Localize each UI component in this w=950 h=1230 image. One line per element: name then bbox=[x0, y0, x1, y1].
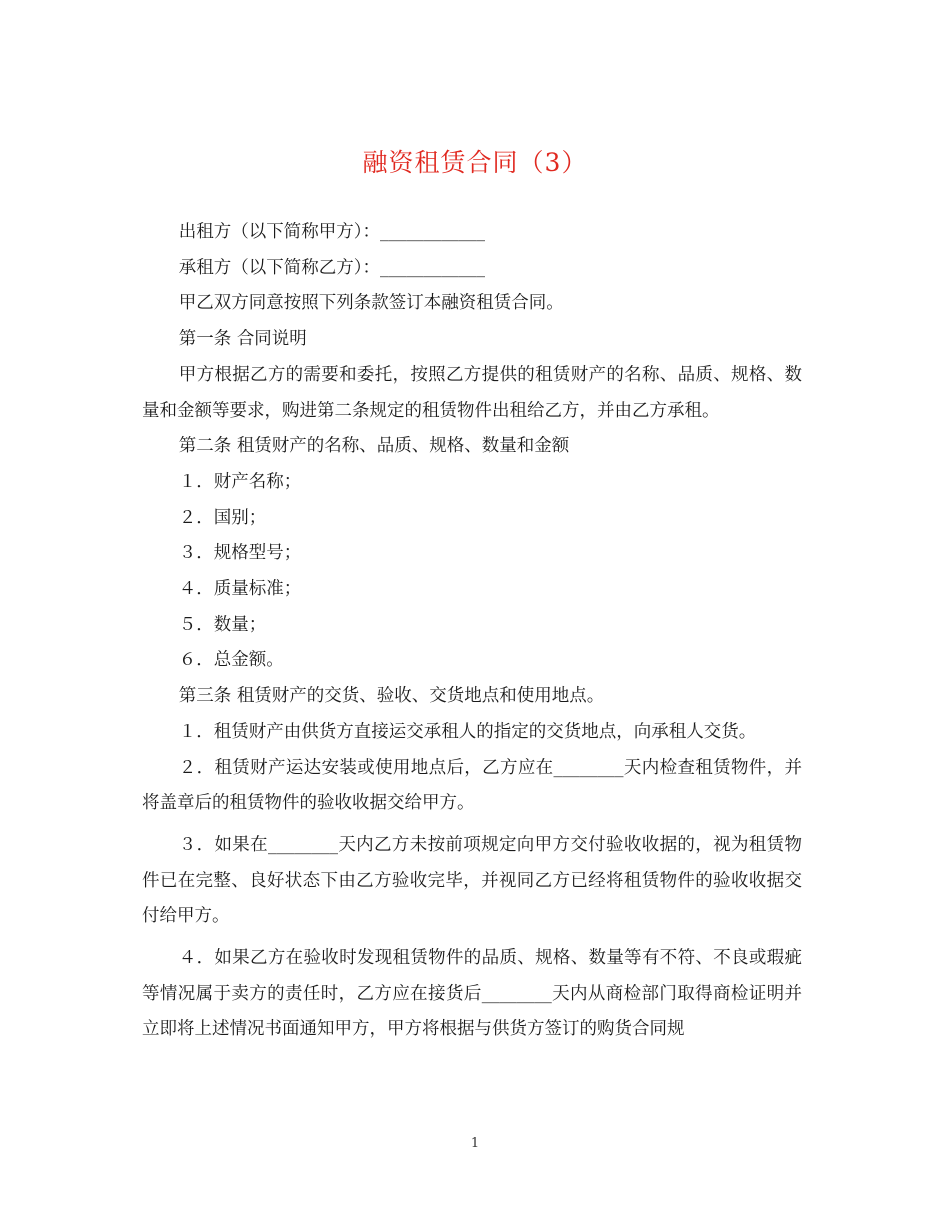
article-2-item: ３．规格型号； bbox=[178, 543, 302, 564]
agreement-intro: 甲乙双方同意按照下列条款签订本融资租赁合同。 bbox=[178, 293, 564, 314]
article-1-heading: 第一条 合同说明 bbox=[178, 329, 307, 350]
article-2-heading: 第二条 租赁财产的名称、品质、规格、数量和金额 bbox=[178, 436, 570, 457]
article-1-text: 甲方根据乙方的需要和委托，按照乙方提供的租赁财产的名称、品质、规格、数量和金额等要求，购进第二条规定的租赁物件出租给乙方，并由乙方承租。 bbox=[142, 364, 802, 421]
document-title: 融资租赁合同（3） bbox=[362, 148, 588, 177]
article-2-item: ２．国别； bbox=[178, 507, 267, 528]
lessee-line: 承租方（以下简称乙方）：____________ bbox=[178, 257, 485, 278]
page-number: 1 bbox=[470, 1136, 480, 1151]
article-3-clause: １．租赁财产由供货方直接运交承租人的指定的交货地点，向承租人交货。 bbox=[178, 721, 757, 742]
document-body bbox=[142, 215, 802, 1048]
article-2-item: ６．总金额。 bbox=[178, 650, 284, 671]
article-2-item: ４．质量标准； bbox=[178, 579, 302, 600]
lessor-line: 出租方（以下简称甲方）：____________ bbox=[178, 222, 485, 242]
article-3-clause: ２．租赁财产运达安装或使用地点后，乙方应在________天内检查租赁物件，并将盖章后的租赁物件的验收收据交给甲方。 bbox=[142, 757, 802, 814]
article-3-clause: ３．如果在________天内乙方未按前项规定向甲方交付验收收据的，视为租赁物件已在完整、良好状态下由乙方验收完毕，并视同乙方已经将租赁物件的验收收据交付给甲方。 bbox=[142, 834, 802, 927]
article-2-item: １．财产名称； bbox=[178, 471, 302, 492]
article-3-heading: 第三条 租赁财产的交货、验收、交货地点和使用地点。 bbox=[178, 686, 605, 707]
article-3-clause: ４．如果乙方在验收时发现租赁物件的品质、规格、数量等有不符、不良或瑕疵等情况属于卖方的责任时，乙方应在接货后________天内从商检部门取得商检证明并立即将上述情况书面通知甲方，甲方将根据与供货方签订的购货合同规 bbox=[142, 948, 802, 1040]
article-2-item: ５．数量； bbox=[178, 614, 267, 635]
